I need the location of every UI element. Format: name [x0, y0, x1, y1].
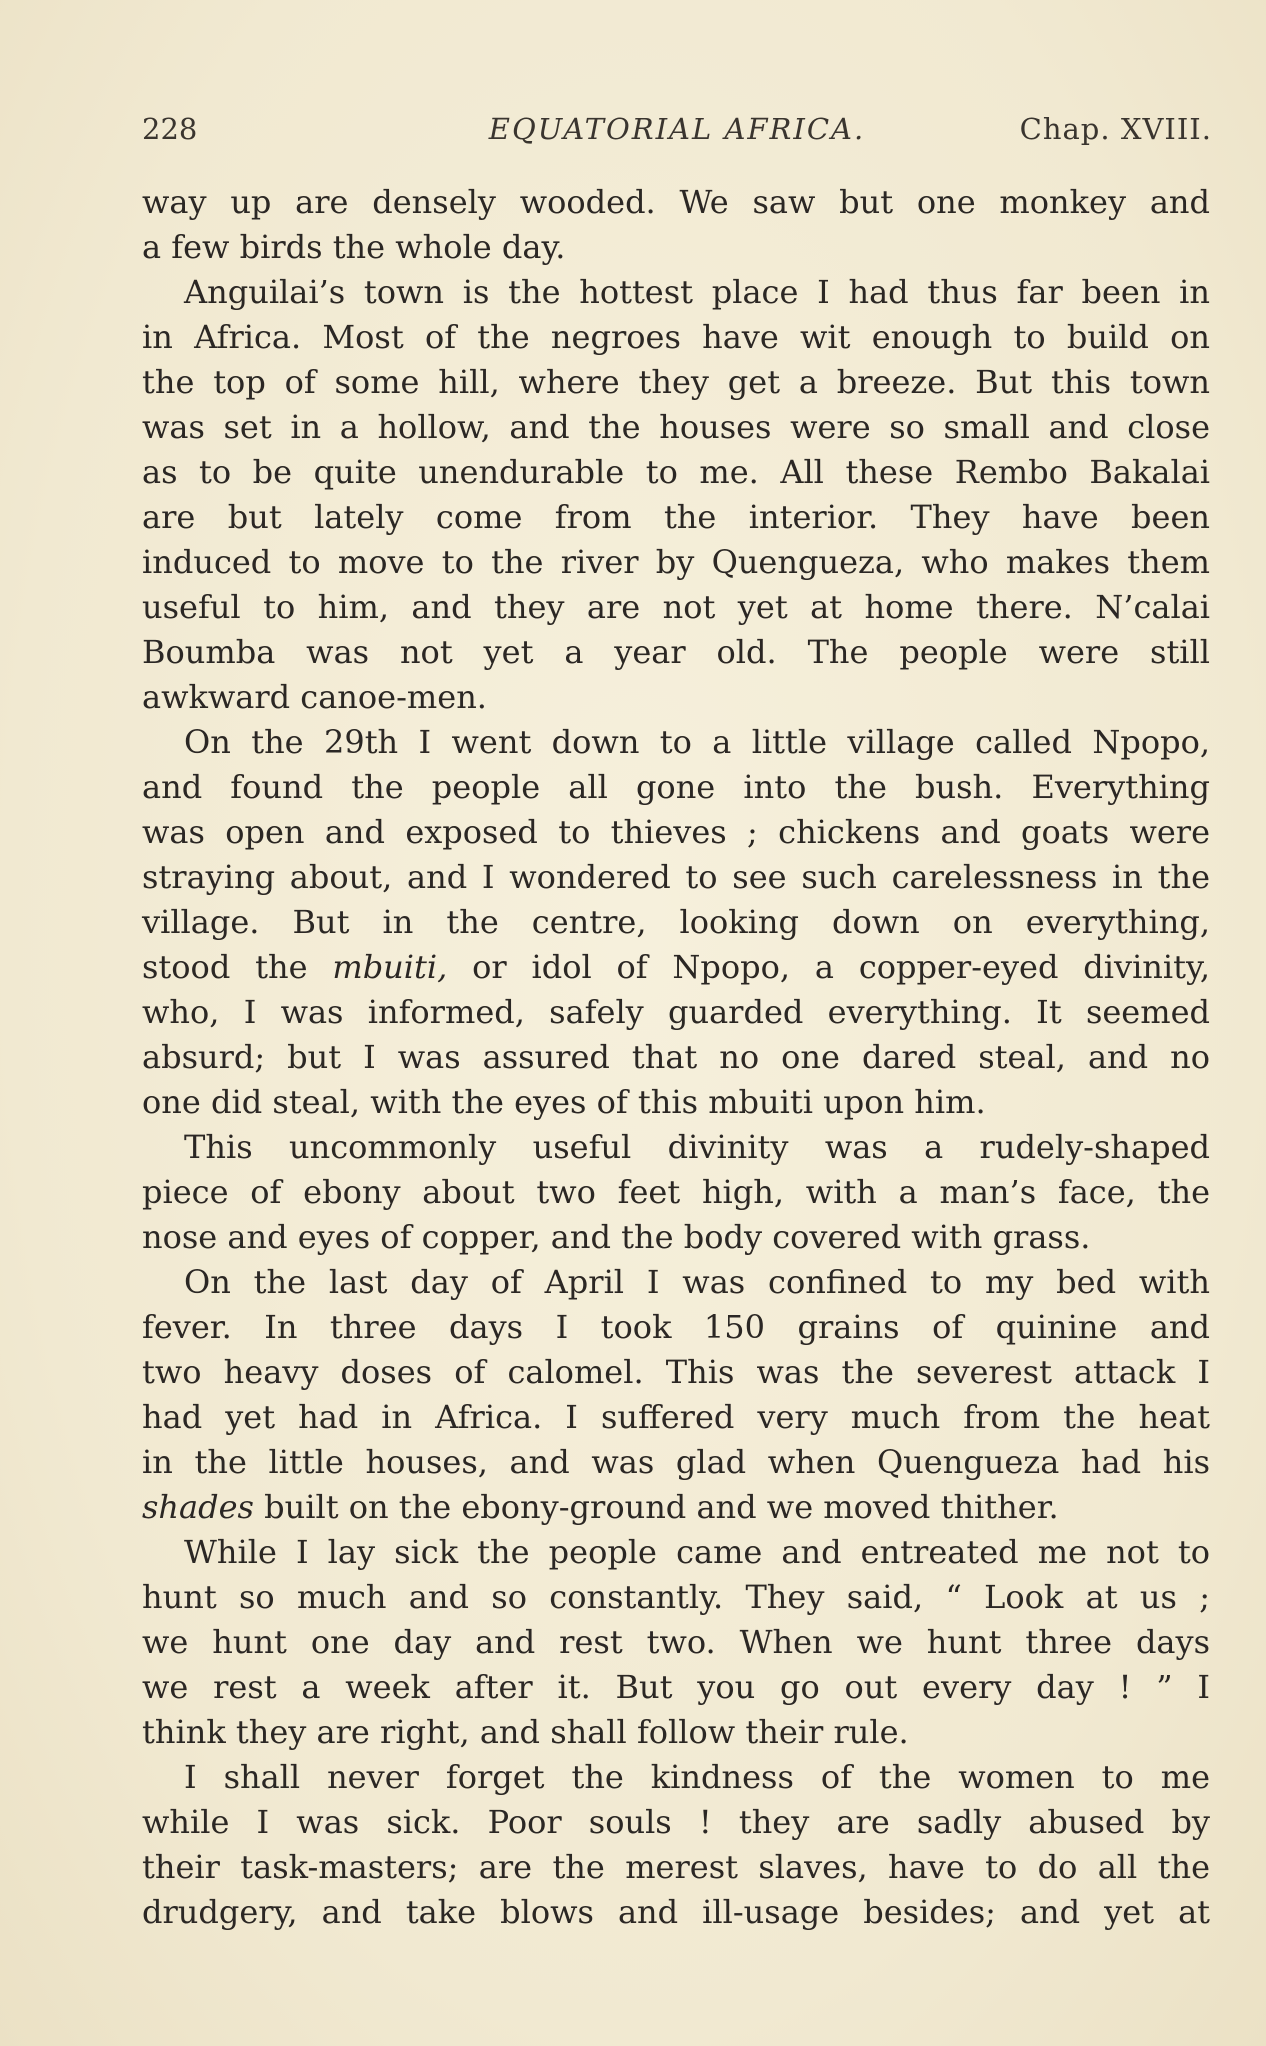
text-line: a few birds the whole day.	[142, 228, 566, 266]
text-line: their task-masters; are the merest slaves, have to do all the	[142, 1848, 1210, 1886]
text-line: we rest a week after it. But you go out every day ! ” I	[142, 1668, 1210, 1706]
text-line: This uncommonly useful divinity was a rudely-shaped	[184, 1128, 1210, 1166]
text-line: as to be quite unendurable to me. All these Rembo Bakalai	[142, 453, 1210, 491]
text-line: drudgery, and take blows and ill-usage besides; and yet at	[142, 1893, 1210, 1931]
italic-term: mbuiti,	[332, 948, 448, 986]
chapter-label: Chap. XVIII.	[1019, 112, 1212, 146]
text-line: I shall never forget the kindness of the women to me	[184, 1758, 1210, 1796]
text-line: useful to him, and they are not yet at home there. N’calai	[142, 588, 1210, 626]
text-line: hunt so much and so constantly. They said, “ Look at us ;	[142, 1578, 1210, 1616]
text-line: village. But in the centre, looking down on everything,	[142, 903, 1210, 941]
text-line: the top of some hill, where they get a breeze. But this town	[142, 363, 1210, 401]
text-line: in Africa. Most of the negroes have wit enough to build on	[142, 318, 1210, 356]
text-segment: or idol of Npopo, a copper-eyed divinity,	[447, 948, 1211, 986]
text-line: awkward canoe-men.	[142, 678, 487, 716]
text-line: fever. In three days I took 150 grains of quinine and	[142, 1308, 1210, 1346]
text-line: was open and exposed to thieves ; chickens and goats were	[142, 813, 1210, 851]
text-line	[142, 1485, 1210, 1530]
text-line: one did steal, with the eyes of this mbuiti upon him.	[142, 1083, 986, 1121]
text-line: While I lay sick the people came and entreated me not to	[184, 1533, 1210, 1571]
text-segment: stood the	[142, 948, 333, 986]
text-line: piece of ebony about two feet high, with a man’s face, the	[142, 1173, 1210, 1211]
text-line: who, I was informed, safely guarded everything. It seemed	[142, 993, 1210, 1031]
text-line: On the 29th I went down to a little village called Npopo,	[184, 723, 1210, 761]
text-line: in the little houses, and was glad when Quengueza had his	[142, 1443, 1210, 1481]
text-line: and found the people all gone into the bush. Everything	[142, 768, 1210, 806]
text-line: are but lately come from the interior. They have been	[142, 498, 1210, 536]
text-line: two heavy doses of calomel. This was the severest attack I	[142, 1353, 1210, 1391]
text-line: think they are right, and shall follow their rule.	[142, 1713, 909, 1751]
italic-term: shades	[142, 1488, 254, 1526]
page-header	[142, 112, 1212, 152]
running-title: EQUATORIAL AFRICA.	[488, 112, 866, 146]
text-line: was set in a hollow, and the houses were so small and close	[142, 408, 1210, 446]
text-line: Boumba was not yet a year old. The people were still	[142, 633, 1210, 671]
text-line: induced to move to the river by Quengueza, who makes them	[142, 543, 1210, 581]
body-text	[142, 180, 1210, 1935]
text-line: On the last day of April I was confined to my bed with	[184, 1263, 1210, 1301]
text-line	[142, 945, 1210, 990]
page-number: 228	[142, 112, 198, 146]
text-line: nose and eyes of copper, and the body covered with grass.	[142, 1218, 1091, 1256]
text-line: straying about, and I wondered to see such carelessness in the	[142, 858, 1210, 896]
text-line: while I was sick. Poor souls ! they are sadly abused by	[142, 1803, 1210, 1841]
text-line: Anguilai’s town is the hottest place I had thus far been in	[184, 273, 1210, 311]
text-line: had yet had in Africa. I suffered very much from the heat	[142, 1398, 1210, 1436]
text-line: absurd; but I was assured that no one dared steal, and no	[142, 1038, 1210, 1076]
text-line: we hunt one day and rest two. When we hunt three days	[142, 1623, 1210, 1661]
text-line: way up are densely wooded. We saw but one monkey and	[142, 183, 1210, 221]
text-segment: built on the ebony-ground and we moved thither.	[253, 1488, 1059, 1526]
